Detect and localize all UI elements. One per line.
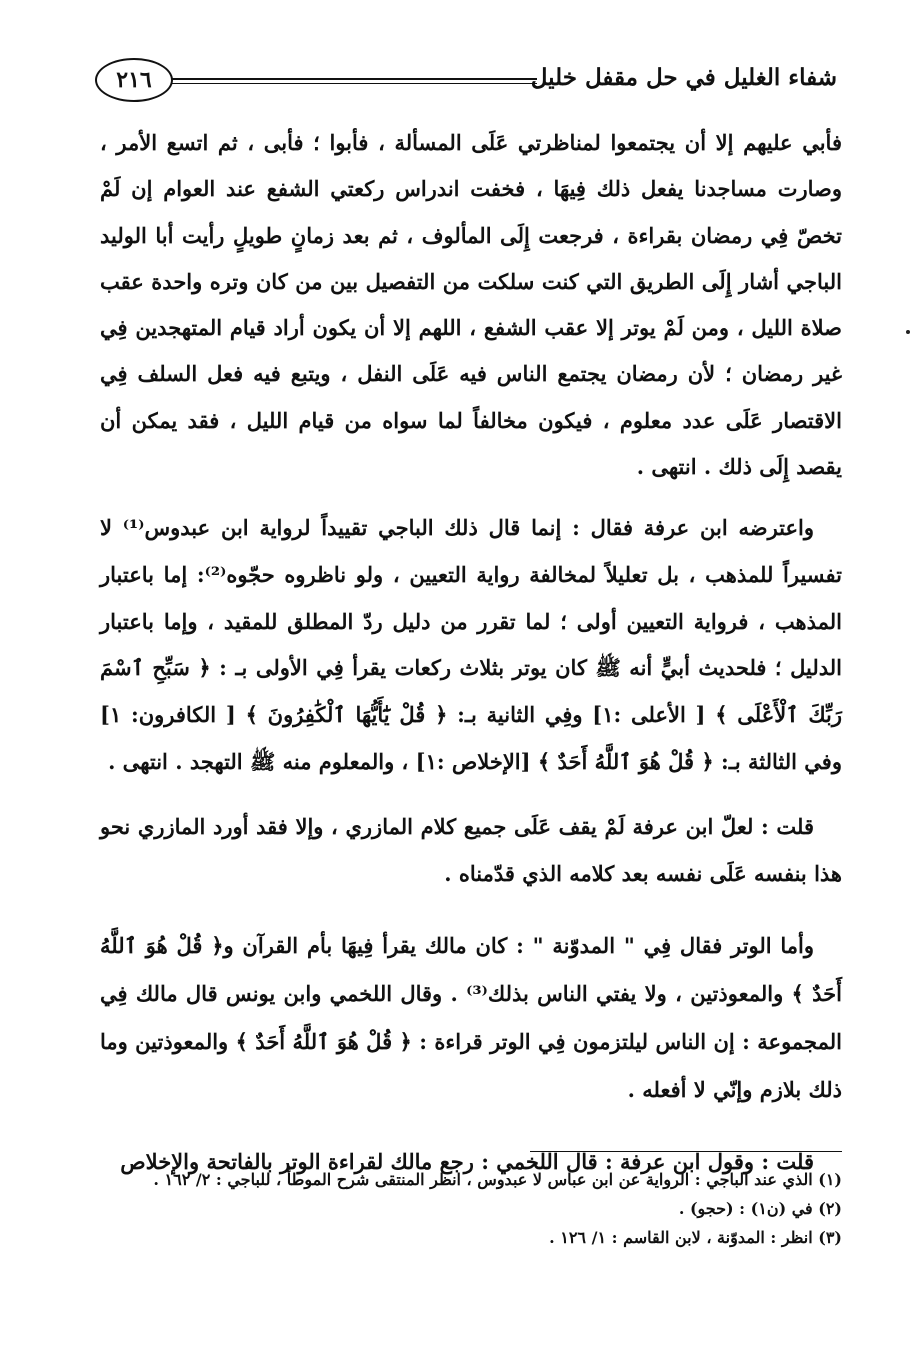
footnote-separator <box>530 1151 842 1152</box>
paragraph: قلت : وقول ابن عرفة : قال اللخمي : رجع مالك لقراءة الوتر بالفاتحة والإخلاص <box>120 1148 814 1174</box>
paragraph: فأبي عليهم إلا أن يجتمعوا لمناظرتي عَلَى المسألة ، فأبوا ؛ فأبى ، ثم اتسع الأمر ، وصارت مساجدنا يفعل ذلك فِيهَا ، فخفت اندراس ركعتي الشفع عند العوام إن لَمْ تخصّ فِي رمضان بقراءة ، فرجعت إِلَى المألوف ، ثم بعد زمانٍ طويلٍ رأيت أبا الوليد الباجي أشار إِلَى الطريق التي كنت سلكت من التفصيل بين من كان وتره واحدة عقب صلاة الليل ، ومن لَمْ يوتر إلا عقب الشفع ، اللهم إلا أن يكون أراد قيام المتهجدين فِي غير رمضان ؛ لأن رمضان يجتمع الناس فيه عَلَى النفل ، ويتبع فيه فعل السلف فِي الاقتصار عَلَى عدد معلوم ، فيكون مخالفاً لما سواه من قيام الليل ، فقد يمكن أن يقصد إِلَى ذلك . انتهى . <box>100 130 842 480</box>
footnote: (٣) انظر : المدوّنة ، لابن القاسم : ١/ ١٢٦ . <box>549 1228 842 1247</box>
paragraph: واعترضه ابن عرفة فقال : إنما قال ذلك الباجي تقييداً لرواية ابن عبدوس⁽¹⁾ لا تفسيراً للمذهب ، بل تعليلاً لمخالفة رواية التعيين ، ولو ناظروه حجّوه⁽²⁾: إما باعتبار المذهب ، فرواية التعيين أولى ؛ لما تقرر من دليل ردّ المطلق للمقيد ، وإما باعتبار الدليل ؛ فلحديث أبيٍّ أنه ﷺ كان يوتر بثلاث ركعات يقرأ فِي الأولى بـ : ﴿ سَبِّحِ ٱسْمَ رَبِّكَ ٱلْأَعْلَى ﴾ [ الأعلى :١] وفِي الثانية بـ: ﴿ قُلْ يَٰٓأَيُّهَا ٱلْكَٰفِرُونَ ﴾ [ الكافرون: ١] وفي الثالثة بـ: ﴿ قُلْ هُوَ ٱللَّهُ أَحَدٌ ﴾ [الإخلاص :١] ، والمعلوم منه ﷺ التهجد . انتهى . <box>100 515 842 774</box>
footnote: (٢) في (ن١) : (حجو) . <box>678 1199 842 1218</box>
header-rule <box>171 78 537 84</box>
main-text <box>100 120 842 1186</box>
margin-mark <box>906 330 910 334</box>
page-number: ٢١٦ <box>95 58 173 102</box>
paragraph: قلت : لعلّ ابن عرفة لَمْ يقف عَلَى جميع كلام المازري ، وإلا فقد أورد المازري نحو هذا بنفسه عَلَى نفسه بعد كلامه الذي قدّمناه . <box>100 813 842 886</box>
footnotes <box>100 1165 842 1252</box>
running-title: شفاء الغليل في حل مقفل خليل <box>530 64 837 91</box>
footnote: (١) الذي عند الباجي : الرواية عن ابن عباس لا عبدوس ، انظر المنتقى شرح الموطأ ، للباجي : ٢/ ١٦٢ . <box>153 1170 842 1189</box>
page-header <box>95 58 837 106</box>
paragraph: وأما الوتر فقال فِي " المدوّنة " : كان مالك يقرأ فِيهَا بأم القرآن و﴿ قُلْ هُوَ ٱللَّهُ أَحَدٌ ﴾ والمعوذتين ، ولا يفتي الناس بذلك⁽³⁾ . وقال اللخمي وابن يونس قال مالك فِي المجموعة : إن الناس ليلتزمون فِي الوتر قراءة : ﴿ قُلْ هُوَ ٱللَّهُ أَحَدٌ ﴾ والمعوذتين وما ذلك بلازم وإنّي لا أفعله . <box>100 932 842 1103</box>
